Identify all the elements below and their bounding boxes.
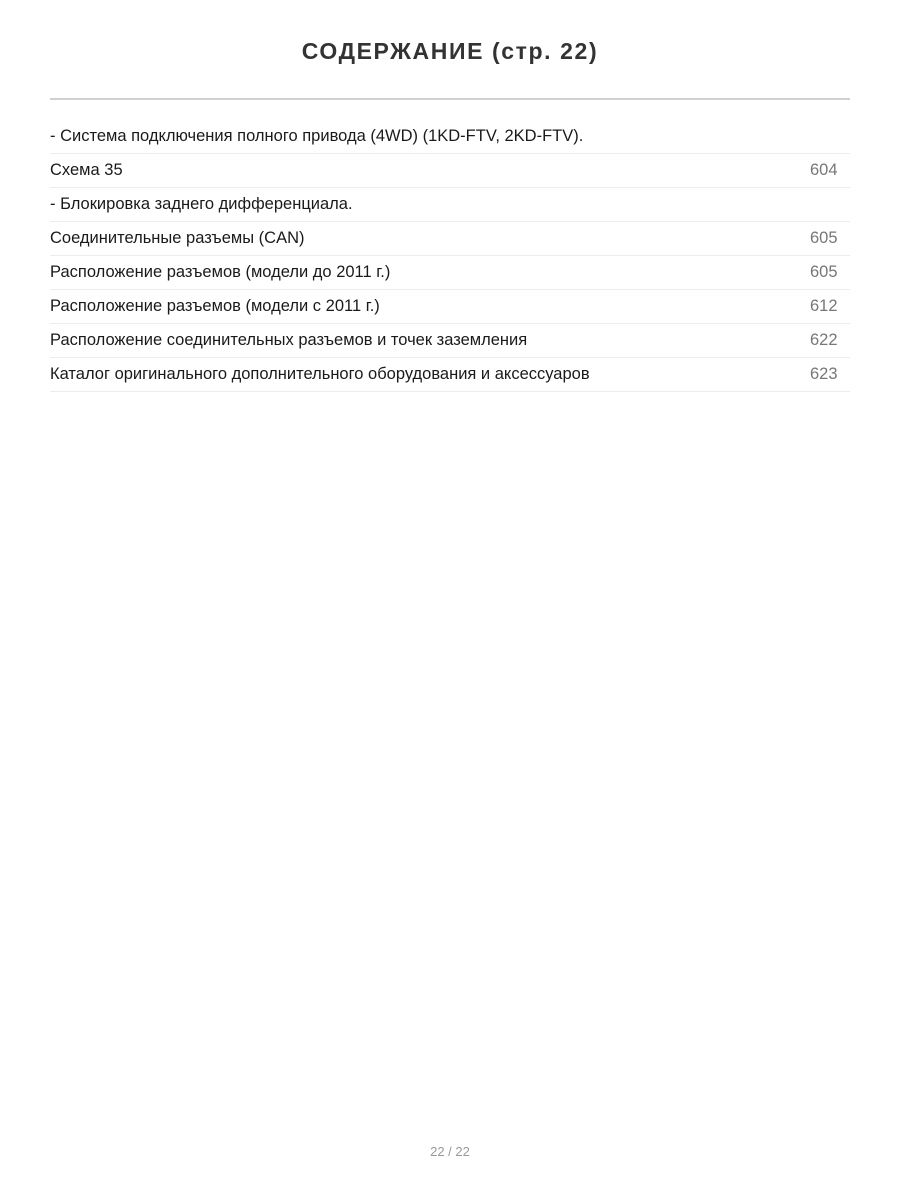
toc-entry[interactable]: [50, 188, 850, 222]
toc-entry-page: 604: [810, 161, 838, 179]
toc-entry-page: 612: [810, 297, 838, 315]
page-title: СОДЕРЖАНИЕ (стр. 22): [301, 38, 599, 64]
toc-entry[interactable]: [50, 324, 850, 358]
toc-entry[interactable]: [50, 290, 850, 324]
toc-entry[interactable]: [50, 256, 850, 290]
toc-entry-label: Расположение разъемов (модели с 2011 г.): [50, 297, 380, 315]
toc-entry-page: 623: [810, 365, 838, 383]
toc-entry-label: Схема 35: [50, 161, 123, 179]
table-of-contents: [50, 120, 850, 392]
toc-entry-label: Расположение разъемов (модели до 2011 г.): [50, 263, 391, 281]
toc-entry-label: Соединительные разъемы (CAN): [50, 229, 305, 247]
toc-entry[interactable]: [50, 120, 850, 154]
toc-entry-label: - Система подключения полного привода (4WD) (1KD-FTV, 2KD-FTV).: [50, 127, 584, 145]
title-divider: [50, 98, 850, 100]
toc-entry-page: 605: [810, 263, 838, 281]
toc-entry-page: 605: [810, 229, 838, 247]
page-indicator: 22 / 22: [430, 1144, 470, 1159]
toc-entry-label: Расположение соединительных разъемов и точек заземления: [50, 331, 528, 349]
toc-entry-page: 622: [810, 331, 838, 349]
toc-entry-label: Каталог оригинального дополнительного оборудования и аксессуаров: [50, 365, 590, 383]
toc-entry-label: - Блокировка заднего дифференциала.: [50, 195, 353, 213]
toc-entry[interactable]: [50, 154, 850, 188]
toc-entry[interactable]: [50, 358, 850, 392]
toc-entry[interactable]: [50, 222, 850, 256]
